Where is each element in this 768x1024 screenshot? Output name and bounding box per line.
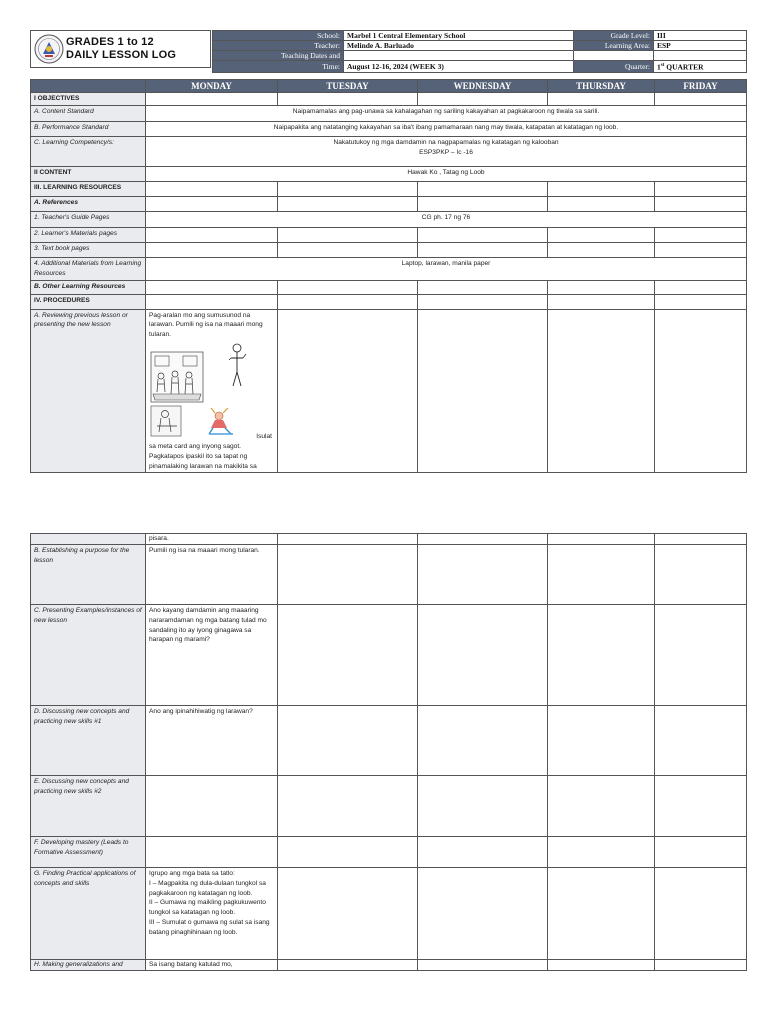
cell (418, 868, 548, 960)
brand-title-line2: DAILY LESSON LOG (66, 49, 177, 61)
cell (278, 706, 418, 776)
procedures-label: IV. PROCEDURES (31, 294, 146, 309)
school-value: Marbel 1 Central Elementary School (344, 31, 574, 41)
cell (655, 294, 747, 309)
cell (548, 182, 655, 197)
quarter-number: 1 (657, 62, 661, 72)
competency-line1: Nakatutukoy ng mga damdamin na nagpapamalas ng katatagan ng kalooban (333, 139, 559, 146)
cell (548, 960, 655, 971)
cell (278, 182, 418, 197)
brand-title-line1: GRADES 1 to 12 (66, 36, 154, 48)
cell (278, 534, 418, 545)
cell (146, 182, 278, 197)
teacher-label: Teacher: (213, 41, 344, 51)
cell (548, 868, 655, 960)
cell (418, 197, 548, 212)
cell (655, 309, 747, 473)
deped-seal-icon (34, 34, 64, 64)
cell (548, 534, 655, 545)
cell (146, 197, 278, 212)
practical-applications-label: G. Finding Practical applications of concepts and skills (31, 868, 146, 960)
label-column-header (31, 80, 146, 93)
brand-box (30, 30, 211, 68)
content-label: II CONTENT (31, 167, 146, 182)
learning-area-label: Learning Area: (574, 41, 654, 51)
practical-monday (146, 868, 278, 960)
generalizations-monday: Sa isang batang katulad mo, (146, 960, 278, 971)
cell (278, 280, 418, 294)
review-monday-caption: Isulat (256, 433, 272, 441)
day-header-tuesday: TUESDAY (278, 80, 418, 93)
quarter-label: Quarter: (574, 61, 654, 73)
cell (548, 93, 655, 106)
day-header-monday: MONDAY (146, 80, 278, 93)
cell (418, 243, 548, 258)
references-label: A. References (31, 197, 146, 212)
cell (548, 776, 655, 837)
practical-line: Igrupo ang mga bata sa tatlo: (149, 870, 235, 877)
cell (278, 545, 418, 605)
cell (278, 309, 418, 473)
cell (655, 93, 747, 106)
cell (655, 228, 747, 243)
lesson-log-table-page2 (30, 533, 747, 971)
cell (146, 228, 278, 243)
cell (278, 243, 418, 258)
cell (655, 868, 747, 960)
cell (278, 197, 418, 212)
discussing-2-label: E. Discussing new concepts and practicing new skills #2 (31, 776, 146, 837)
cell (278, 868, 418, 960)
log-header (30, 30, 746, 70)
cell (278, 837, 418, 868)
discussing-1-monday: Ano ang ipinahihiwatig ng larawan? (146, 706, 278, 776)
objectives-label: I OBJECTIVES (31, 93, 146, 106)
cell (418, 605, 548, 706)
lesson-log-table-page1 (30, 79, 747, 473)
school-label: School: (213, 31, 344, 41)
learning-resources-label: III. LEARNING RESOURCES (31, 182, 146, 197)
other-resources-label: B. Other Learning Resources (31, 280, 146, 294)
teaching-dates-blank (344, 51, 574, 61)
lesson-illustration (149, 342, 274, 442)
children-activity-illustration (149, 342, 259, 440)
cell (655, 960, 747, 971)
cell (655, 706, 747, 776)
teachers-guide-label: 1. Teacher's Guide Pages (31, 212, 146, 228)
cell (146, 294, 278, 309)
cell (146, 243, 278, 258)
textbook-pages-label: 3. Text book pages (31, 243, 146, 258)
cell (418, 280, 548, 294)
cell (655, 545, 747, 605)
cell (278, 294, 418, 309)
practical-line: II – Gumawa ng maikling pagkukuwento tungkol sa katatagan ng loob. (149, 899, 266, 917)
purpose-monday: Pumili ng isa na maaari mong tularan. (146, 545, 278, 605)
learning-competency-label: C. Learning Competency/s: (31, 137, 146, 167)
cell (655, 605, 747, 706)
cell (655, 280, 747, 294)
cell (418, 960, 548, 971)
carryover-monday: pisara. (146, 534, 278, 545)
grade-level-label: Grade Level: (574, 31, 654, 41)
cell (418, 309, 548, 473)
performance-standard-label: B. Performance Standard (31, 122, 146, 137)
teaching-dates-value: August 12-16, 2024 (WEEK 3) (344, 61, 574, 73)
cell (655, 534, 747, 545)
day-header-thursday: THURSDAY (548, 80, 655, 93)
competency-code: ESP3PKP – Ic -16 (419, 148, 473, 156)
cell (418, 776, 548, 837)
cell (548, 280, 655, 294)
cell (278, 960, 418, 971)
performance-standard-text: Naipapakita ang natatanging kakayahan sa iba't ibang pamamaraan nang may tiwala, katapatan at katatagan ng loob. (146, 122, 747, 137)
quarter-blank-2 (654, 51, 747, 61)
quarter-ordinal: st (660, 63, 665, 68)
review-monday-followup: sa meta card ang inyong sagot. Pagkatapos ipaskil ito sa tapat ng pinamalaking larawan na makikita sa (149, 442, 257, 470)
header-info-grid (212, 30, 746, 73)
teaching-dates-label: Teaching Dates and (213, 51, 344, 61)
cell (548, 605, 655, 706)
quarter-word: QUARTER (664, 62, 704, 72)
content-standard-text: Naipamamalas ang pag-unawa sa kahalagahan ng sariling kakayahan at pagkakaroon ng tiwala sa sarili. (146, 106, 747, 122)
generalizations-label: H. Making generalizations and (31, 960, 146, 971)
cell (418, 294, 548, 309)
quarter-blank (574, 51, 654, 61)
cell (548, 228, 655, 243)
teacher-value: Melinde A. Barluado (344, 41, 574, 51)
content-text: Hawak Ko , Tatag ng Loob (146, 167, 747, 182)
carryover-label-cell (31, 534, 146, 545)
presenting-examples-label: C. Presenting Examples/instances of new lesson (31, 605, 146, 706)
cell (655, 182, 747, 197)
cell (655, 776, 747, 837)
cell (278, 93, 418, 106)
cell (418, 534, 548, 545)
cell (655, 837, 747, 868)
cell (548, 545, 655, 605)
review-lesson-label: A. Reviewing previous lesson or presenting the new lesson (31, 309, 146, 473)
practical-line: I – Magpakita ng dula-dulaan tungkol sa pagkakaroon ng katatagan ng loob. (149, 879, 266, 897)
cell (548, 294, 655, 309)
additional-materials-label: 4. Additional Materials from Learning Resources (31, 258, 146, 281)
developing-mastery-label: F. Developing mastery (Leads to Formative Assessment) (31, 837, 146, 868)
cell (146, 776, 278, 837)
teachers-guide-value: CG ph. 17 ng 76 (146, 212, 747, 228)
cell (418, 228, 548, 243)
cell (548, 837, 655, 868)
cell (548, 197, 655, 212)
cell (278, 228, 418, 243)
cell (418, 93, 548, 106)
cell (278, 605, 418, 706)
additional-materials-value: Laptop, larawan, manila paper (146, 258, 747, 281)
learning-area-value: ESP (654, 41, 747, 51)
day-header-friday: FRIDAY (655, 80, 747, 93)
time-label: Time: (213, 61, 344, 73)
learning-competency-text (146, 137, 747, 167)
day-header-wednesday: WEDNESDAY (418, 80, 548, 93)
cell (548, 309, 655, 473)
cell (655, 243, 747, 258)
cell (418, 837, 548, 868)
cell (146, 280, 278, 294)
practical-line: III – Sumulat o gumawa ng sulat sa isang batang pinaghihinaan ng loob. (149, 918, 270, 936)
purpose-label: B. Establishing a purpose for the lesson (31, 545, 146, 605)
cell (418, 545, 548, 605)
review-monday-instruction: Pag-aralan mo ang sumusunod na larawan. Pumili ng isa na maaari mong tularan. (149, 311, 263, 339)
grade-level-value: III (654, 31, 747, 41)
discussing-1-label: D. Discussing new concepts and practicing new skills #1 (31, 706, 146, 776)
cell (418, 706, 548, 776)
cell (278, 776, 418, 837)
review-monday-cell (146, 309, 278, 473)
quarter-value (654, 61, 747, 73)
cell (418, 182, 548, 197)
cell (655, 197, 747, 212)
cell (146, 93, 278, 106)
presenting-monday: Ano kayang damdamin ang maaaring nararamdaman ng mga batang tulad mo sandaling ito ay iyong ginagawa sa harapan ng marami? (146, 605, 278, 706)
content-standard-label: A. Content Standard (31, 106, 146, 122)
cell (548, 243, 655, 258)
cell (548, 706, 655, 776)
cell (146, 837, 278, 868)
learners-materials-label: 2. Learner's Materials pages (31, 228, 146, 243)
